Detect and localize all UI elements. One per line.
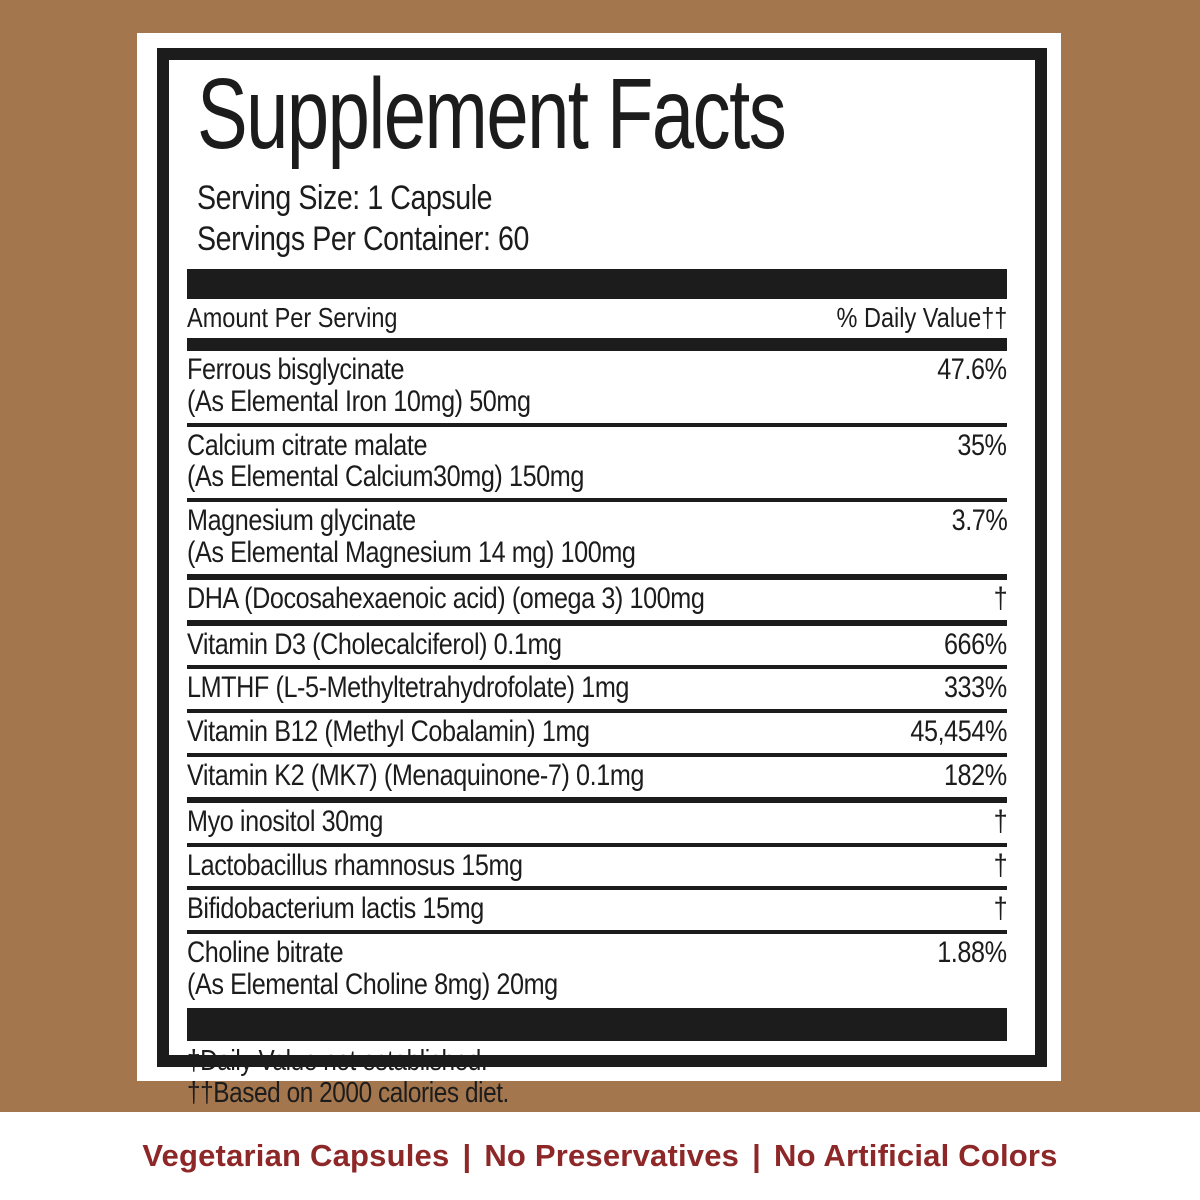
ingredient-name: Vitamin K2 (MK7) (Menaquinone-7) 0.1mg	[187, 758, 644, 792]
claim-no-preservatives: No Preservatives	[484, 1138, 740, 1173]
footnotes	[187, 1041, 1007, 1110]
claim-no-artificial-colors: No Artificial Colors	[774, 1138, 1058, 1173]
claims-pipe-separator: |	[462, 1138, 472, 1173]
fact-row-ferrous-bisglycinate	[187, 351, 1007, 427]
fact-row-dha	[187, 580, 1007, 626]
ingredient-detail: (As Elemental Calcium30mg) 150mg	[187, 460, 584, 494]
ingredient-name: Lactobacillus rhamnosus 15mg	[187, 848, 523, 882]
ingredient-name: Vitamin D3 (Cholecalciferol) 0.1mg	[187, 627, 562, 661]
ingredient-name: LMTHF (L-5-Methyltetrahydrofolate) 1mg	[187, 671, 629, 705]
servings-per-container-text: Servings Per Container: 60	[197, 220, 529, 259]
ingredient-detail: (As Elemental Magnesium 14 mg) 100mg	[187, 535, 636, 569]
daily-value: 666%	[944, 627, 1007, 661]
supplement-facts-panel	[157, 48, 1047, 1110]
claim-vegetarian-capsules: Vegetarian Capsules	[142, 1138, 450, 1173]
fact-row-calcium-citrate-malate	[187, 427, 1007, 503]
daily-value: 182%	[944, 758, 1007, 792]
product-claims-line	[142, 1138, 1057, 1174]
footnote-calories: ††Based on 2000 calories diet.	[187, 1077, 509, 1110]
ingredient-detail: (As Elemental Iron 10mg) 50mg	[187, 384, 531, 418]
daily-value: †	[993, 581, 1007, 615]
ingredient-name: Myo inositol 30mg	[187, 804, 383, 838]
fact-row-lmthf	[187, 669, 1007, 713]
separator-bar-top	[187, 269, 1007, 299]
claims-pipe-separator: |	[752, 1138, 761, 1173]
daily-value: 333%	[944, 671, 1007, 705]
daily-value: 1.88%	[937, 936, 1007, 970]
supplement-facts-title: Supplement Facts	[197, 58, 786, 170]
fact-row-vitamin-k2	[187, 757, 1007, 803]
separator-bar-header	[187, 338, 1007, 351]
ingredient-name: Vitamin B12 (Methyl Cobalamin) 1mg	[187, 715, 590, 749]
daily-value: 3.7%	[951, 504, 1007, 538]
ingredient-name: Magnesium glycinate (As Elemental Magnesium 14 mg) 100mg	[187, 504, 636, 569]
serving-size-line	[197, 178, 1007, 219]
fact-row-lactobacillus-rhamnosus	[187, 847, 1007, 891]
fact-row-myo-inositol	[187, 803, 1007, 847]
ingredient-name: Ferrous bisglycinate (As Elemental Iron 10mg) 50mg	[187, 352, 531, 418]
bottom-claims-strip	[0, 1112, 1200, 1200]
daily-value: 45,454%	[910, 715, 1007, 749]
ingredient-name: Choline bitrate (As Elemental Choline 8mg) 20mg	[187, 936, 558, 1001]
column-header-row	[187, 299, 1007, 338]
ingredient-detail: (As Elemental Choline 8mg) 20mg	[187, 967, 558, 1001]
daily-value: †	[993, 804, 1007, 838]
fact-row-vitamin-b12	[187, 713, 1007, 757]
fact-row-magnesium-glycinate	[187, 502, 1007, 580]
fact-row-bifidobacterium-lactis	[187, 890, 1007, 934]
footnote-daily-value: †Daily Value not established.	[187, 1044, 488, 1077]
fact-row-vitamin-d3	[187, 626, 1007, 670]
ingredient-name: Calcium citrate malate (As Elemental Calcium30mg) 150mg	[187, 428, 584, 494]
fact-row-choline-bitrate	[187, 934, 1007, 1006]
ingredient-name: DHA (Docosahexaenoic acid) (omega 3) 100mg	[187, 581, 705, 615]
daily-value-header: % Daily Value††	[836, 301, 1007, 333]
separator-bar-bottom	[187, 1008, 1007, 1041]
servings-per-container-line	[197, 219, 1007, 260]
daily-value: 47.6%	[937, 352, 1007, 386]
amount-per-serving-header: Amount Per Serving	[187, 301, 398, 333]
daily-value: †	[993, 892, 1007, 926]
ingredient-name: Bifidobacterium lactis 15mg	[187, 892, 484, 926]
serving-size-text: Serving Size: 1 Capsule	[197, 179, 493, 217]
supplement-label-card	[137, 33, 1061, 1110]
daily-value: 35%	[957, 428, 1007, 462]
daily-value: †	[993, 848, 1007, 882]
